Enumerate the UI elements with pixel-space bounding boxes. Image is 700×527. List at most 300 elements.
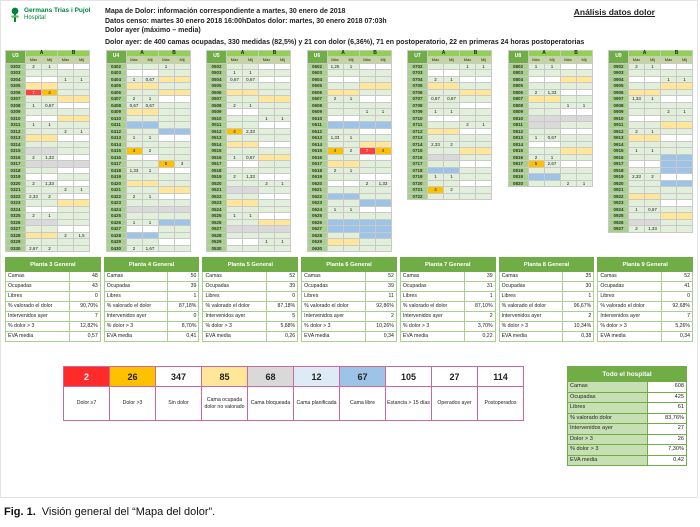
planta-row-label: % valorado el dolor (104, 302, 168, 312)
planta-row-label: Libres (598, 292, 662, 302)
pain-cell: 4 (227, 128, 243, 135)
pain-cell: 2 (629, 63, 645, 70)
pain-cell: 2 (645, 174, 661, 181)
planta-row-label: Ocupadas (302, 282, 366, 292)
bed-number: 0623 (307, 200, 327, 207)
planta-row (6, 272, 101, 282)
pain-cell: 1 (26, 102, 42, 109)
measure-header: Máx (359, 57, 375, 64)
bed-number: 0523 (207, 200, 227, 207)
measure-header: Mij (476, 57, 492, 64)
planta-row (203, 282, 298, 292)
pain-cell: 0,67 (243, 154, 259, 161)
planta-row-label: % valorado el dolor (203, 302, 267, 312)
bed-group-header: A (629, 50, 661, 57)
pain-cell: 2 (227, 102, 243, 109)
planta-row (104, 292, 199, 302)
bed-number: 0529 (207, 239, 227, 246)
bed-number: 0711 (408, 122, 428, 129)
pain-cell: 0,67 (444, 96, 460, 103)
bed-number: 0927 (609, 226, 629, 233)
pain-cell: 1 (343, 135, 359, 142)
planta-row (598, 302, 693, 312)
hospital-row-value: 0,42 (648, 455, 687, 466)
bed-number: 0703 (408, 70, 428, 77)
bed-group-header: B (259, 50, 291, 57)
bed-row (508, 180, 592, 187)
hospital-row-value: 26 (648, 434, 687, 445)
planta-row (302, 302, 397, 312)
bed-number: 0510 (207, 115, 227, 122)
planta-row (499, 292, 594, 302)
bed-group-header: A (26, 50, 58, 57)
pain-cell: 1 (243, 102, 259, 109)
unit-label: U4 (106, 50, 126, 63)
unit-label: U3 (6, 50, 26, 63)
planta-row-value: 0 (662, 292, 693, 302)
pain-cell: 1 (460, 63, 476, 70)
planta-row-label: Intervenidos ayer (203, 312, 267, 322)
pain-cell: 2 (26, 63, 42, 70)
figure-caption (0, 498, 700, 518)
pain-cell (243, 245, 259, 252)
planta-row-value: 52 (662, 272, 693, 282)
bed-number: 0605 (307, 83, 327, 90)
measure-header: Mij (142, 57, 158, 64)
planta-row-value: 7 (69, 312, 100, 322)
bed-number: 0306 (6, 89, 26, 96)
planta-row (400, 292, 495, 302)
pain-cell (327, 245, 343, 252)
bed-number: 0322 (6, 193, 26, 200)
planta-row (6, 312, 101, 322)
bed-number: 0628 (307, 232, 327, 239)
analysis-link[interactable]: Análisis datos dolor (573, 7, 655, 17)
planta-title: Planta 5 General (203, 258, 298, 272)
pain-cell: 0,67 (428, 96, 444, 103)
hospital-row-label: Camas (568, 382, 648, 393)
pain-cell: 2 (58, 232, 74, 239)
pain-cell (259, 245, 275, 252)
pain-cell (275, 245, 291, 252)
pain-cell: 1 (259, 239, 275, 246)
pain-cell: 0,67 (544, 135, 560, 142)
pain-cell: 1 (645, 128, 661, 135)
planta-row (104, 322, 199, 332)
planta-table (400, 257, 496, 342)
census-date: Datos censo: martes 30 enero 2018 16:00h (105, 17, 247, 25)
planta-row (598, 282, 693, 292)
legend-count: 114 (478, 367, 524, 387)
pain-cell: 2 (126, 245, 142, 252)
legend-count: 12 (294, 367, 340, 387)
planta-row-label: Camas (302, 272, 366, 282)
pain-cell: 4 (126, 148, 142, 155)
pain-cell: 1,33 (645, 226, 661, 233)
pain-cell: 1 (259, 115, 275, 122)
planta-row-label: % valorado el dolor (598, 302, 662, 312)
planta-row (104, 282, 199, 292)
bed-number: 0608 (307, 102, 327, 109)
bed-number: 0715 (408, 148, 428, 155)
hospital-row-label: % dolor > 3 (568, 445, 648, 456)
bed-number: 0714 (408, 141, 428, 148)
summary-line: Dolor ayer: de 400 camas ocupadas, 330 medidas (82,5%) y 21 con dolor (6,36%), 71 en postoperatorio, 22 en primeras 24 horas postoperatorias (105, 38, 585, 46)
bed-row (207, 245, 291, 252)
pain-cell: 3 (174, 161, 190, 168)
bed-number: 0530 (207, 245, 227, 252)
bed-number: 0424 (106, 206, 126, 213)
pain-cell (428, 193, 444, 200)
planta-row-label: % dolor > 3 (104, 322, 168, 332)
pain-cell: 1 (26, 122, 42, 129)
pain-cell: 2 (327, 167, 343, 174)
bed-number: 0522 (207, 193, 227, 200)
planta-title: Planta 6 General (302, 258, 397, 272)
planta-row-label: Camas (400, 272, 464, 282)
pain-cell: 2,67 (544, 161, 560, 168)
pain-cell: 2 (460, 122, 476, 129)
bed-number: 0329 (6, 239, 26, 246)
planta-row-value: 8,70% (168, 322, 199, 332)
planta-row-value: 1 (563, 292, 594, 302)
pain-cell: 2 (26, 180, 42, 187)
pain-cell: 1 (343, 63, 359, 70)
unit-table-U6 (307, 50, 392, 253)
bed-number: 0419 (106, 174, 126, 181)
measure-header: Mij (677, 57, 693, 64)
planta-row (6, 332, 101, 342)
planta-row-label: Libres (400, 292, 464, 302)
bed-number: 0903 (609, 70, 629, 77)
bed-group-header: B (661, 50, 693, 57)
planta-row-value: 0,34 (365, 332, 396, 342)
measure-header: Máx (126, 57, 142, 64)
bed-number: 0918 (609, 167, 629, 174)
pain-cell: 1 (677, 109, 693, 116)
planta-row-value: 87,18% (267, 302, 298, 312)
measure-header: Mij (174, 57, 190, 64)
bed-number: 0416 (106, 154, 126, 161)
bed-number: 0917 (609, 161, 629, 168)
planta-row-label: Libres (6, 292, 70, 302)
legend-count: 105 (386, 367, 432, 387)
bed-number: 0620 (307, 180, 327, 187)
bed-number: 0308 (6, 102, 26, 109)
planta-row (598, 312, 693, 322)
header-line2 (105, 17, 387, 27)
bed-number: 0804 (508, 76, 528, 83)
planta-row-label: % dolor > 3 (598, 322, 662, 332)
unit-label: U9 (609, 50, 629, 63)
planta-row-label: % valorado el dolor (302, 302, 366, 312)
units-grid (1, 48, 697, 253)
bed-number: 0519 (207, 174, 227, 181)
planta-row-value: 39 (464, 272, 495, 282)
bed-number: 0611 (307, 122, 327, 129)
planta-row-value: 96,67% (563, 302, 594, 312)
bed-number: 0320 (6, 180, 26, 187)
bed-number: 0922 (609, 193, 629, 200)
pain-cell: 4 (42, 89, 58, 96)
planta-table (301, 257, 397, 342)
bed-number: 0524 (207, 206, 227, 213)
planta-row (598, 292, 693, 302)
bed-number: 0624 (307, 206, 327, 213)
bed-number: 0919 (609, 174, 629, 181)
pain-cell: 1 (142, 96, 158, 103)
planta-row-label: EVA media (104, 332, 168, 342)
bed-number: 0430 (106, 245, 126, 252)
hospital-logo-text (24, 7, 90, 22)
planta-row (6, 322, 101, 332)
planta-row-value: 1 (464, 292, 495, 302)
pain-cell: 2 (42, 245, 58, 252)
bed-number: 0818 (508, 167, 528, 174)
legend-wrap (63, 366, 524, 421)
legend-table (63, 366, 524, 421)
pain-cell: 0,67 (243, 76, 259, 83)
pain-cell: 1,33 (42, 180, 58, 187)
bed-number: 0630 (307, 245, 327, 252)
planta-title: Planta 4 General (104, 258, 199, 272)
bed-number: 0906 (609, 89, 629, 96)
bed-number: 0504 (207, 76, 227, 83)
bed-number: 0816 (508, 154, 528, 161)
planta-row-value: 10,26% (365, 322, 396, 332)
hospital-row-value: 608 (648, 382, 687, 393)
bed-number: 0615 (307, 148, 327, 155)
bed-group-header: B (460, 50, 492, 57)
measure-header: Máx (327, 57, 343, 64)
pain-cell: 1 (476, 63, 492, 70)
pain-cell: 1 (243, 70, 259, 77)
pain-cell: 2 (428, 76, 444, 83)
bed-row (6, 245, 90, 252)
bed-number: 0314 (6, 141, 26, 148)
bed-number: 0811 (508, 122, 528, 129)
caption-number: Fig. 1. (4, 506, 36, 518)
planta-row-value: 90,70% (69, 302, 100, 312)
planta-row (499, 312, 594, 322)
bed-number: 0425 (106, 213, 126, 220)
planta-row-value: 52 (365, 272, 396, 282)
pain-cell: 1 (428, 174, 444, 181)
planta-row-value: 1 (168, 292, 199, 302)
planta-row-value: 0 (168, 312, 199, 322)
measure-header: Máx (560, 57, 576, 64)
bed-number: 0317 (6, 161, 26, 168)
bed-number: 0407 (106, 96, 126, 103)
bed-row (609, 226, 693, 233)
bed-number: 0610 (307, 115, 327, 122)
planta-row (203, 302, 298, 312)
pain-cell: 4 (375, 148, 391, 155)
bed-number: 0324 (6, 206, 26, 213)
pain-cell: 2 (58, 128, 74, 135)
bed-number: 0527 (207, 226, 227, 233)
bed-number: 0414 (106, 141, 126, 148)
hospital-row (568, 413, 687, 424)
planta-row (499, 282, 594, 292)
bed-number: 0618 (307, 167, 327, 174)
pain-cell: 1 (126, 135, 142, 142)
planta-row (302, 322, 397, 332)
pain-cell: 2,33 (428, 141, 444, 148)
bed-group-header: A (428, 50, 460, 57)
bed-number: 0409 (106, 109, 126, 116)
pain-cell: 1 (158, 63, 174, 70)
planta-row-label: Camas (203, 272, 267, 282)
pain-cell (343, 245, 359, 252)
planta-row-value: 10,34% (563, 322, 594, 332)
bed-number: 0805 (508, 83, 528, 90)
planta-row (400, 322, 495, 332)
legend-label: Operados ayer (432, 387, 478, 421)
pain-cell: 2,33 (243, 128, 259, 135)
pain-cell (375, 245, 391, 252)
bed-number: 0520 (207, 180, 227, 187)
bed-number: 0415 (106, 148, 126, 155)
planta-row-label: Camas (499, 272, 563, 282)
unit-table-U7 (407, 50, 492, 201)
pain-cell: 2 (359, 180, 375, 187)
bed-number: 0722 (408, 193, 428, 200)
unit-label: U5 (207, 50, 227, 63)
planta-row (499, 322, 594, 332)
planta-title: Planta 7 General (400, 258, 495, 272)
pain-cell: 1 (476, 122, 492, 129)
pain-cell: 1 (58, 76, 74, 83)
bed-number: 0406 (106, 89, 126, 96)
hospital-row (568, 392, 687, 403)
planta-row (104, 312, 199, 322)
bed-number: 0516 (207, 154, 227, 161)
pain-cell: 1 (359, 109, 375, 116)
hospital-summary-wrap (567, 366, 687, 466)
bed-number: 0604 (307, 76, 327, 83)
measure-header: Máx (227, 57, 243, 64)
pain-cell: 1 (645, 96, 661, 103)
pain-cell (460, 193, 476, 200)
bed-number: 0908 (609, 102, 629, 109)
hospital-row (568, 434, 687, 445)
bed-number: 0923 (609, 200, 629, 207)
planta-row-value: 0,41 (168, 332, 199, 342)
pain-cell: 1 (275, 239, 291, 246)
bed-number: 0915 (609, 148, 629, 155)
unit-table-U3 (5, 50, 90, 253)
planta-row-label: Ocupadas (598, 282, 662, 292)
pain-cell: 1 (42, 213, 58, 220)
planta-row (302, 282, 397, 292)
bed-number: 0319 (6, 174, 26, 181)
bed-number: 0709 (408, 109, 428, 116)
bed-number: 0423 (106, 200, 126, 207)
pain-cell: 1,33 (544, 89, 560, 96)
pain-cell: 1 (528, 63, 544, 70)
planta-row-label: Ocupadas (400, 282, 464, 292)
bed-number: 0925 (609, 213, 629, 220)
bed-number: 0311 (6, 122, 26, 129)
caption-text: Visión general del “Mapa del dolor”. (41, 506, 216, 518)
unit-table-U8 (508, 50, 593, 188)
pain-cell: 2 (126, 96, 142, 103)
pain-cell: 1 (227, 70, 243, 77)
legend-label: Estancia > 15 días (386, 387, 432, 421)
bed-number: 0412 (106, 128, 126, 135)
bed-number: 0304 (6, 76, 26, 83)
pain-cell: 1 (544, 154, 560, 161)
planta-row-value: 87,10% (464, 302, 495, 312)
bed-number: 0525 (207, 213, 227, 220)
pain-cell: 1 (645, 63, 661, 70)
pain-cell: 1 (528, 135, 544, 142)
planta-row (302, 312, 397, 322)
bed-number: 0305 (6, 83, 26, 90)
pain-cell: 2 (528, 89, 544, 96)
planta-row-label: EVA media (400, 332, 464, 342)
planta-title: Planta 3 General (6, 258, 101, 272)
bed-number: 0720 (408, 180, 428, 187)
bed-number: 0814 (508, 141, 528, 148)
bed-number: 0926 (609, 219, 629, 226)
pain-cell: 1,67 (142, 245, 158, 252)
pain-cell: 0,67 (142, 102, 158, 109)
hospital-row-label: Dolor > 3 (568, 434, 648, 445)
pain-cell: 1,25 (327, 63, 343, 70)
bed-number: 0708 (408, 102, 428, 109)
unit-table-U4 (106, 50, 191, 253)
bed-number: 0614 (307, 141, 327, 148)
pain-cell: 0,67 (126, 102, 142, 109)
pain-cell: 7 (359, 148, 375, 155)
pain-cell: 1 (661, 76, 677, 83)
planta-row-value: 0 (69, 292, 100, 302)
measure-header: Mij (343, 57, 359, 64)
pain-cell: 1 (375, 109, 391, 116)
pain-cell: 1 (126, 219, 142, 226)
bed-number: 0802 (508, 63, 528, 70)
legend-label: Cama bloqueada (248, 387, 294, 421)
hospital-row-label: Libres (568, 403, 648, 414)
planta-row-label: EVA media (302, 332, 366, 342)
planta-row (6, 282, 101, 292)
planta-row-value: 0,34 (662, 332, 693, 342)
planta-row-value: 0,22 (464, 332, 495, 342)
bed-number: 0521 (207, 187, 227, 194)
pain-cell (677, 226, 693, 233)
bed-number: 0507 (207, 96, 227, 103)
planta-row-value: 48 (69, 272, 100, 282)
planta-row (400, 312, 495, 322)
measure-header: Mij (42, 57, 58, 64)
pain-cell: 1 (227, 213, 243, 220)
pain-cell: 0,67 (645, 206, 661, 213)
legend-count: 2 (64, 367, 110, 387)
pain-cell: 2 (528, 154, 544, 161)
pain-cell: 1 (645, 148, 661, 155)
pain-cell (158, 245, 174, 252)
bed-number: 0517 (207, 161, 227, 168)
bed-number: 0503 (207, 70, 227, 77)
pain-cell: 1 (428, 109, 444, 116)
bed-number: 0411 (106, 122, 126, 129)
pain-cell: 1,33 (42, 154, 58, 161)
bed-number: 0912 (609, 128, 629, 135)
pain-cell: 1 (560, 102, 576, 109)
pain-cell: 2 (58, 187, 74, 194)
